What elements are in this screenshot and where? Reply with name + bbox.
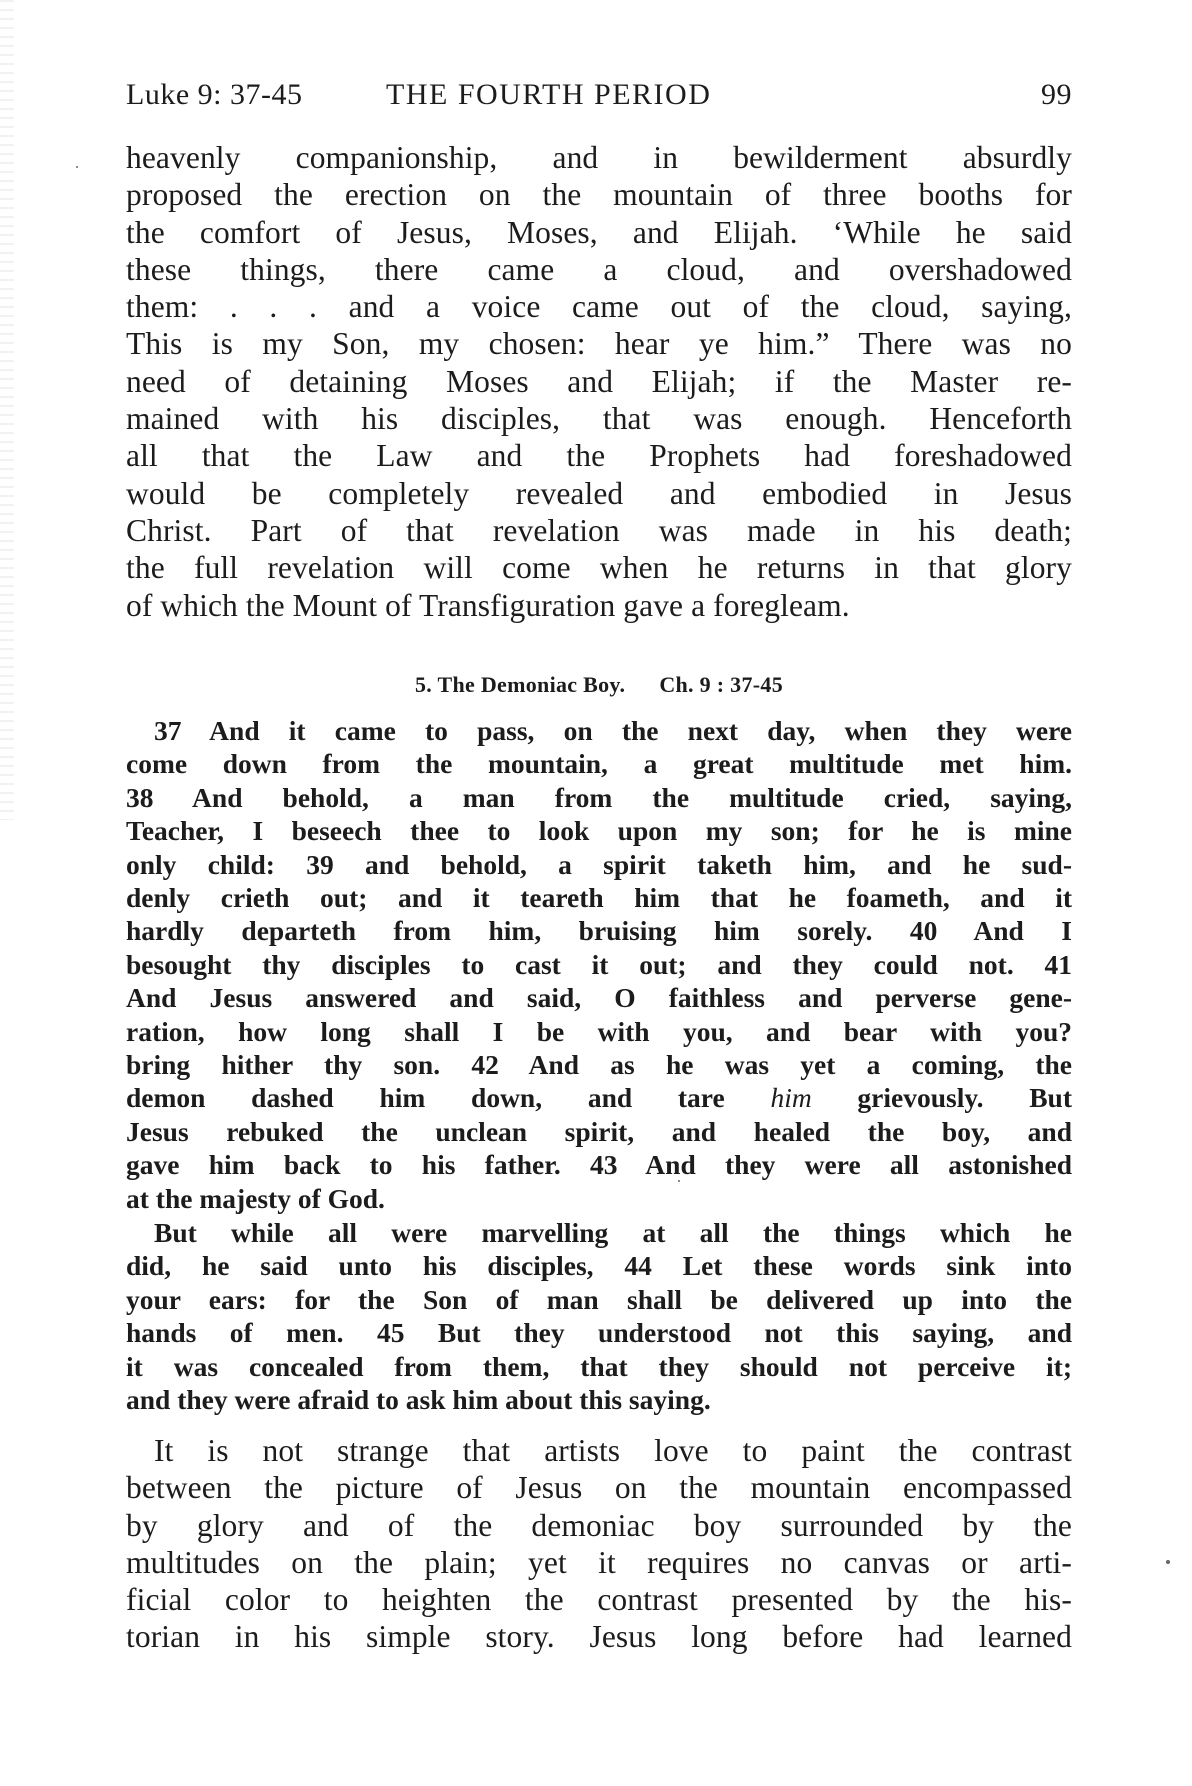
scripture-line: come down from the mountain, a great multitude met him. [126,748,1072,780]
scripture-line: Teacher, I beseech thee to look upon my son; for he is mine [126,815,1072,847]
scripture-line [126,1081,1072,1114]
scripture-line: gave him back to his father. 43 And they were all astonished [126,1149,1072,1181]
text-line: It is not strange that artists love to paint the contrast [154,1433,1072,1468]
section-title: 5. The Demoniac Boy. [414,672,626,697]
scripture-line: And Jesus answered and said, O faithless and perverse gene- [126,982,1072,1014]
italic-word: him [770,1082,812,1114]
text-line: them: . . . and a voice came out of the cloud, saying, [126,289,1072,325]
scripture-line: bring hither thy son. 42 And as he was yet a coming, the [126,1049,1072,1081]
scripture-passage-1 [126,714,1072,1215]
page-number: 99 [1041,78,1072,111]
text-line: between the picture of Jesus on the mountain encompassed [126,1470,1072,1506]
page-edge-shadow [0,0,14,820]
running-head-title: THE FOURTH PERIOD [386,78,712,111]
scripture-line: did, he said unto his disciples, 44 Let these words sink into [126,1250,1072,1282]
running-head [126,78,1072,118]
text-line: all that the Law and the Prophets had foreshadowed [126,438,1072,474]
text-line: mained with his disciples, that was enough. Henceforth [126,401,1072,437]
text-line: the comfort of Jesus, Moses, and Elijah. ‘While he said [126,214,1072,250]
section-heading [126,672,1072,698]
text-line: need of detaining Moses and Elijah; if the Master re- [126,363,1072,399]
paragraph-transfiguration [126,139,1072,624]
text-line: multitudes on the plain; yet it requires no canvas or arti- [126,1544,1072,1580]
scripture-line: your ears: for the Son of man shall be delivered up into the [126,1283,1072,1315]
running-head-reference: Luke 9: 37-45 [126,78,303,111]
text-line: proposed the erection on the mountain of three booths for [126,177,1072,213]
text-line: ficial color to heighten the contrast presented by the his- [126,1582,1072,1618]
scripture-line: 38 And behold, a man from the multitude cried, saying, [126,781,1072,813]
scripture-line: at the majesty of God. [126,1182,385,1214]
text-line: This is my Son, my chosen: hear ye him.” There was no [126,326,1072,362]
scripture-line: But while all were marvelling at all the things which he [154,1217,1072,1248]
text-line: torian in his simple story. Jesus long before had learned [126,1619,1072,1655]
scripture-line: hardly departeth from him, bruising him sorely. 40 And I [126,915,1072,947]
scripture-line: besought thy disciples to cast it out; and they could not. 41 [126,948,1072,980]
text-line: by glory and of the demoniac boy surrounded by the [126,1507,1072,1543]
scripture-line: 37 And it came to pass, on the next day, when they were [154,715,1072,746]
text-line: Christ. Part of that revelation was made in his death; [126,512,1072,548]
scripture-line: it was concealed from them, that they should not perceive it; [126,1350,1072,1382]
scan-speck [678,1180,680,1182]
scan-speck [76,166,78,168]
text-line: the full revelation will come when he returns in that glory [126,550,1072,586]
section-chapter-ref: Ch. 9 : 37-45 [659,672,783,697]
scripture-line: only child: 39 and behold, a spirit taketh him, and he sud- [126,848,1072,880]
scripture-line: hands of men. 45 But they understood not this saying, and [126,1317,1072,1349]
scripture-text: demon dashed him down, and tare [126,1082,771,1114]
scripture-line: and they were afraid to ask him about this saying. [126,1384,711,1416]
scripture-line: ration, how long shall I be with you, and bear with you? [126,1015,1072,1047]
scripture-line: Jesus rebuked the unclean spirit, and healed the boy, and [126,1115,1072,1147]
paragraph-contrast [126,1432,1072,1656]
text-line: these things, there came a cloud, and overshadowed [126,251,1072,287]
text-line: heavenly companionship, and in bewilderment absurdly [126,140,1072,175]
text-line: of which the Mount of Transfiguration gave a foregleam. [126,587,850,623]
scripture-passage-2 [126,1216,1072,1416]
text-line: would be completely revealed and embodied in Jesus [126,475,1072,511]
scripture-line: denly crieth out; and it teareth him that he foameth, and it [126,882,1072,914]
scan-speck [1166,1560,1170,1564]
scripture-text: grievously. But [811,1082,1073,1114]
